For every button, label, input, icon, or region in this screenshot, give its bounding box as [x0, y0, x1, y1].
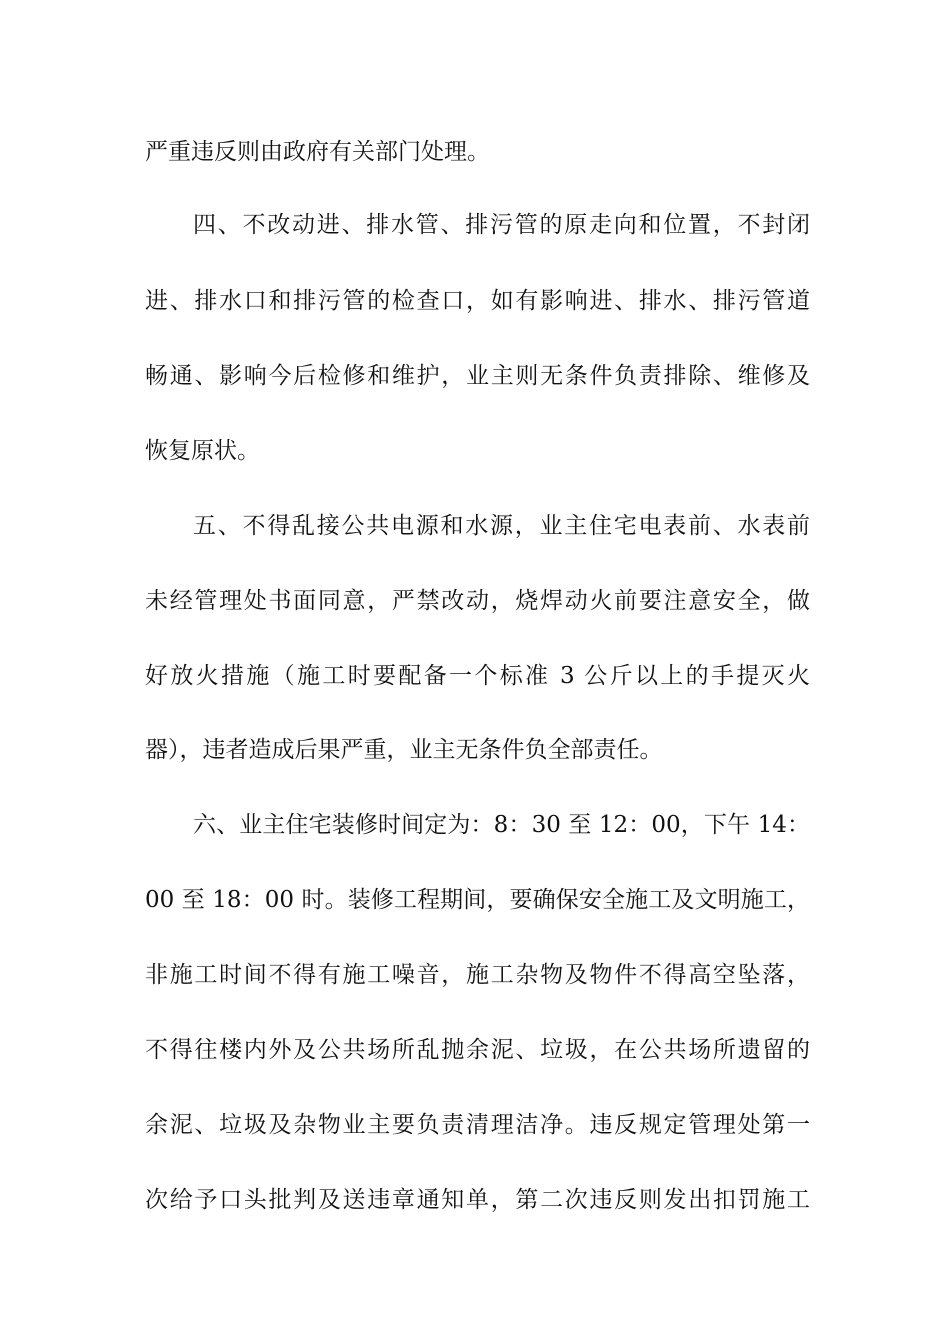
text-line-6: 五、不得乱接公共电源和水源，业主住宅电表前、水表前 [193, 513, 810, 539]
text-line-9: 器），违者造成后果严重，业主无条件负全部责任。 [145, 737, 663, 763]
text-line-3: 进、排水口和排污管的检查口，如有影响进、排水、排污管道 [145, 288, 810, 314]
text-line-14: 余泥、垃圾及杂物业主要负责清理洁净。违反规定管理处第一 [145, 1112, 810, 1138]
text-line-5: 恢复原状。 [145, 438, 260, 464]
text-line-8: 好放火措施（施工时要配备一个标准 3 公斤以上的手提灭火 [145, 663, 810, 689]
text-line-2: 四、不改动进、排水管、排污管的原走向和位置，不封闭 [193, 212, 810, 238]
text-line-4: 畅通、影响今后检修和维护，业主则无条件负责排除、维修及 [145, 363, 810, 389]
text-line-11: 00 至 18：00 时。装修工程期间，要确保安全施工及文明施工， [145, 887, 810, 913]
text-line-7: 未经管理处书面同意，严禁改动，烧焊动火前要注意安全，做 [145, 588, 810, 614]
text-line-12: 非施工时间不得有施工噪音，施工杂物及物件不得高空坠落， [145, 962, 810, 988]
text-line-10: 六、业主住宅装修时间定为：8：30 至 12：00，下午 14： [193, 812, 810, 838]
text-line-13: 不得往楼内外及公共场所乱抛余泥、垃圾，在公共场所遗留的 [145, 1037, 810, 1063]
text-line-15: 次给予口头批判及送违章通知单，第二次违反则发出扣罚施工 [145, 1187, 810, 1213]
text-line-1: 严重违反则由政府有关部门处理。 [145, 139, 490, 165]
